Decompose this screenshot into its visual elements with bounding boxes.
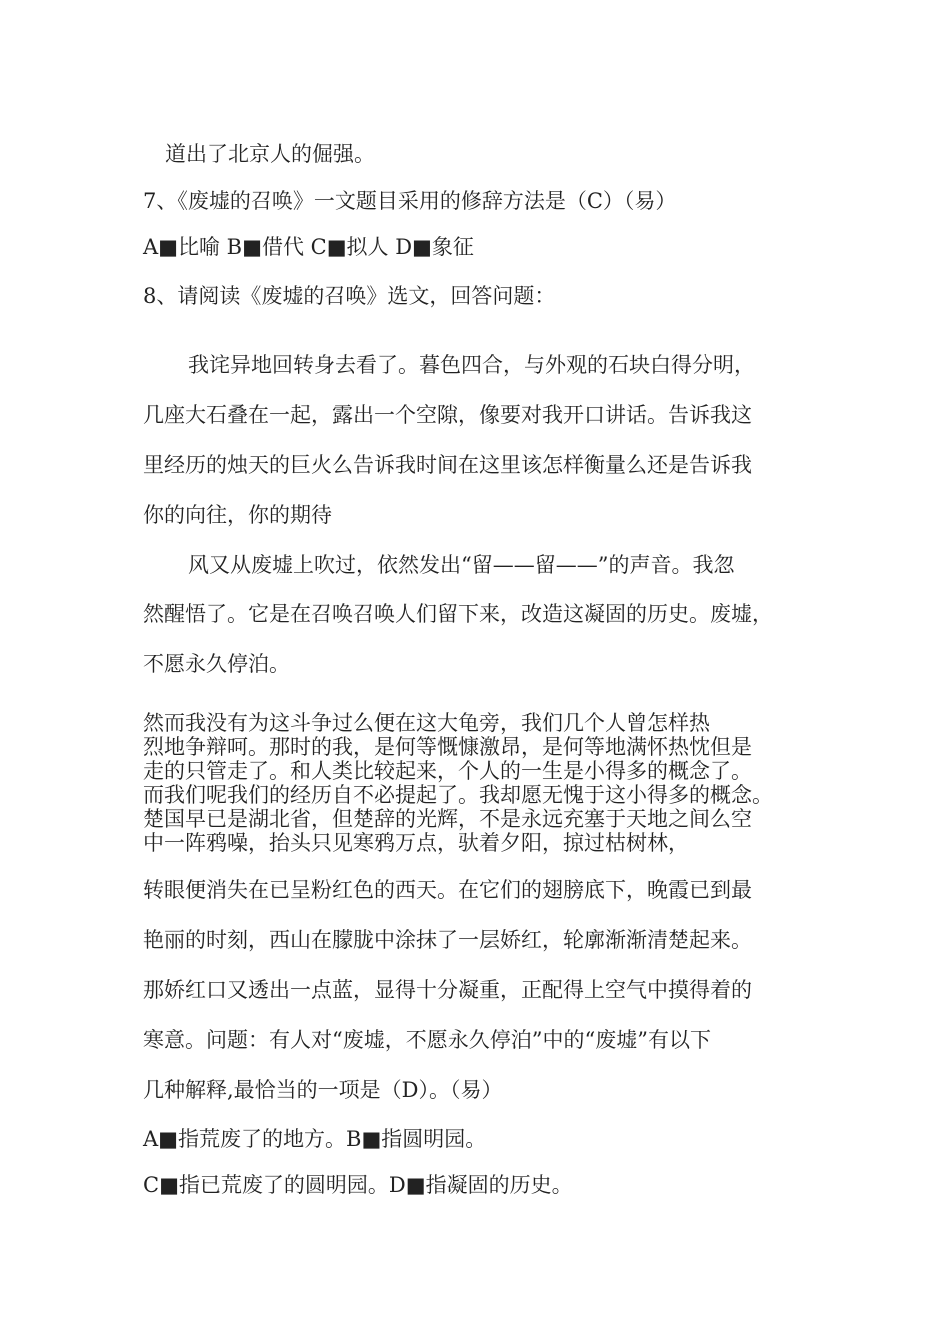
question-8-options-cd: C■指已荒废了的圆明园。D■指凝固的历史。: [143, 1173, 573, 1197]
passage-line: 烈地争辩呵。那时的我，是何等慨慷激昂，是何等地满怀热忱但是: [143, 735, 752, 759]
question-8-prompt: 几种解释,最恰当的一项是（D）。（易）: [143, 1078, 503, 1102]
question-7: 7、《废墟的召唤》一文题目采用的修辞方法是（C）（易）: [143, 189, 677, 213]
passage-line: 走的只管走了。和人类比较起来，个人的一生是小得多的概念了。: [143, 759, 752, 783]
passage-line: 那娇红口又透出一点蓝，显得十分凝重，正配得上空气中摸得着的: [143, 978, 752, 1002]
passage-line: 楚国早已是湖北省，但楚辞的光辉，不是永远充塞于天地之间么空: [143, 807, 752, 831]
passage-line: 然醒悟了。它是在召唤召唤人们留下来，改造这凝固的历史。废墟，: [143, 602, 773, 626]
passage-line: 而我们呢我们的经历自不必提起了。我却愿无愧于这小得多的概念。: [143, 783, 773, 807]
text-line: 道出了北京人的倔强。: [165, 142, 375, 166]
question-7-options: A■比喻 B■借代 C■拟人 D■象征: [143, 235, 474, 259]
question-8: 8、请阅读《废墟的召唤》选文，回答问题：: [143, 284, 556, 308]
question-8-options-ab: A■指荒废了的地方。B■指圆明园。: [143, 1127, 487, 1151]
passage-line: 几座大石叠在一起，露出一个空隙，像要对我开口讲话。告诉我这: [143, 403, 752, 427]
passage-line: 艳丽的时刻，西山在朦胧中涂抹了一层娇红，轮廓渐渐清楚起来。: [143, 928, 752, 952]
passage-line: 我诧异地回转身去看了。暮色四合，与外观的石块白得分明，: [188, 353, 755, 377]
passage-line: 风又从废墟上吹过，依然发出“留——留——”的声音。我忽: [188, 553, 735, 577]
passage-line: 不愿永久停泊。: [143, 652, 290, 676]
passage-line: 你的向往，你的期待: [143, 503, 332, 527]
passage-line: 中一阵鸦噪，抬头只见寒鸦万点，驮着夕阳，掠过枯树林，: [143, 831, 689, 855]
passage-line: 然而我没有为这斗争过么便在这大龟旁，我们几个人曾怎样热: [143, 711, 710, 735]
question-8-prompt: 寒意。问题：有人对“废墟，不愿永久停泊”中的“废墟”有以下: [143, 1028, 711, 1052]
passage-line: 转眼便消失在已呈粉红色的西天。在它们的翅膀底下，晚霞已到最: [143, 878, 752, 902]
passage-line: 里经历的烛天的巨火么告诉我时间在这里该怎样衡量么还是告诉我: [143, 453, 752, 477]
